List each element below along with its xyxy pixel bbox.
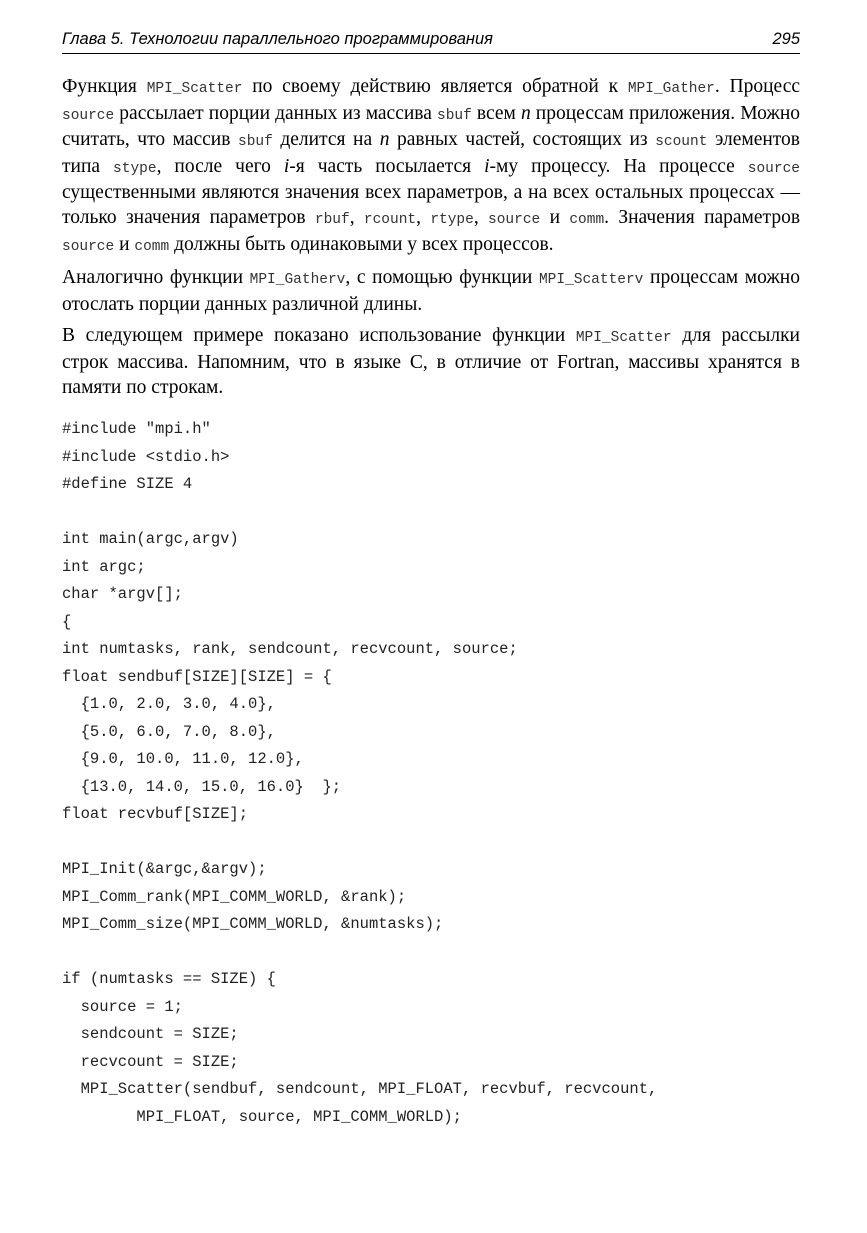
text-run: элементов типа — [62, 129, 801, 177]
code-line: if (numtasks == SIZE) { — [62, 970, 276, 988]
code-line: MPI_Scatter(sendbuf, sendcount, MPI_FLOAT, recvbuf, recvcount, — [62, 1080, 658, 1098]
text-run: Аналогично функции — [62, 267, 250, 289]
code-line: recvcount = SIZE; — [62, 1052, 239, 1071]
math-variable: i — [484, 155, 490, 177]
chapter-title: Глава 5. Технологии параллельного программирования — [62, 30, 493, 48]
inline-code: rbuf — [314, 211, 350, 228]
code-line: int main(argc,argv) — [62, 530, 239, 548]
code-line: {9.0, 10.0, 11.0, 12.0}, — [62, 750, 304, 768]
math-variable: n — [379, 129, 390, 151]
math-variable: i — [283, 155, 290, 177]
code-line: MPI_Comm_rank(MPI_COMM_WORLD, &rank); — [62, 887, 407, 906]
code-line: {1.0, 2.0, 3.0, 4.0}, — [62, 695, 276, 713]
text-run: Функция — [62, 76, 147, 97]
code-line: int argc; — [62, 557, 146, 576]
inline-code: source — [62, 238, 115, 255]
text-run: , — [473, 206, 489, 228]
text-run: и — [114, 233, 135, 255]
code-line: #define SIZE 4 — [62, 475, 193, 493]
text-run: процессам приложения. Можно считать, что массив — [62, 102, 800, 151]
text-run: делится на — [272, 129, 380, 151]
page-number: 295 — [772, 30, 800, 48]
inline-code: stype — [113, 160, 157, 177]
text-run: , с помощью функции — [345, 267, 539, 289]
inline-code: comm — [134, 238, 170, 255]
code-line: MPI_Comm_size(MPI_COMM_WORLD, &numtasks); — [62, 915, 444, 933]
paragraph-example-intro — [62, 324, 800, 400]
inline-code: MPI_Scatterv — [538, 272, 644, 289]
inline-code: comm — [569, 211, 605, 228]
code-line: MPI_FLOAT, source, MPI_COMM_WORLD); — [62, 1107, 462, 1126]
code-line: MPI_Init(&argc,&argv); — [62, 860, 267, 878]
paragraph-scatter-description — [62, 75, 800, 259]
code-line: #include "mpi.h" — [62, 420, 211, 438]
inline-code: MPI_Gather — [627, 81, 715, 97]
code-line: source = 1; — [62, 997, 183, 1016]
inline-code: scount — [655, 134, 708, 151]
text-run: -му процессу. На процессе — [489, 155, 748, 177]
text-run: . Значения параметров — [604, 206, 801, 228]
code-line: char *argv[]; — [62, 585, 183, 603]
running-header — [62, 30, 800, 52]
inline-code: sbuf — [437, 107, 472, 124]
text-run: и — [540, 206, 570, 228]
code-listing — [62, 416, 800, 1131]
text-run: -я часть посылается — [289, 155, 485, 177]
text-run: . Процесс — [714, 76, 801, 97]
inline-code: source — [488, 211, 541, 228]
text-run: В следующем примере показано использование функции — [62, 325, 576, 347]
text-run: для рассылки строк массива. Напомним, что в языке C, в отличие от Fortran, массивы хранятся в памяти по строкам. — [62, 325, 800, 398]
text-run: , — [416, 206, 431, 228]
text-run: процессам можно отослать порции данных различной длины. — [62, 267, 800, 315]
inline-code: MPI_Scatter — [575, 330, 672, 347]
math-variable: n — [520, 102, 531, 124]
text-run: существенными являются значения всех параметров, а на всех остальных процессах — только значения параметров — [62, 182, 800, 228]
text-run: рассылает порции данных из массива — [114, 102, 437, 124]
code-line: #include <stdio.h> — [62, 447, 230, 466]
text-run: , — [349, 206, 364, 228]
text-run: по своему действию является обратной к — [242, 76, 628, 97]
text-run: всем — [471, 102, 521, 124]
inline-code: source — [62, 107, 115, 124]
code-line: { — [62, 612, 72, 631]
inline-code: sbuf — [238, 134, 273, 151]
body-text — [62, 75, 800, 407]
inline-code: rcount — [363, 211, 417, 228]
header-rule — [62, 53, 800, 54]
inline-code: source — [747, 160, 800, 177]
code-line: int numtasks, rank, sendcount, recvcount, source; — [62, 640, 518, 658]
code-line — [62, 499, 800, 527]
code-line — [62, 829, 800, 857]
inline-code: MPI_Gatherv — [249, 272, 346, 289]
inline-code: rtype — [430, 211, 474, 228]
text-run: должны быть одинаковыми у всех процессов. — [169, 233, 554, 255]
code-line: sendcount = SIZE; — [62, 1025, 239, 1043]
code-line: {13.0, 14.0, 15.0, 16.0} }; — [62, 777, 342, 796]
paragraph-scatterv — [62, 266, 800, 317]
text-run: , после чего — [156, 155, 284, 177]
text-run: равных частей, состоящих из — [389, 129, 656, 151]
code-line: float sendbuf[SIZE][SIZE] = { — [62, 667, 332, 686]
code-line: {5.0, 6.0, 7.0, 8.0}, — [62, 722, 276, 741]
code-line — [62, 939, 800, 967]
code-line: float recvbuf[SIZE]; — [62, 805, 249, 823]
inline-code: MPI_Scatter — [146, 81, 243, 97]
